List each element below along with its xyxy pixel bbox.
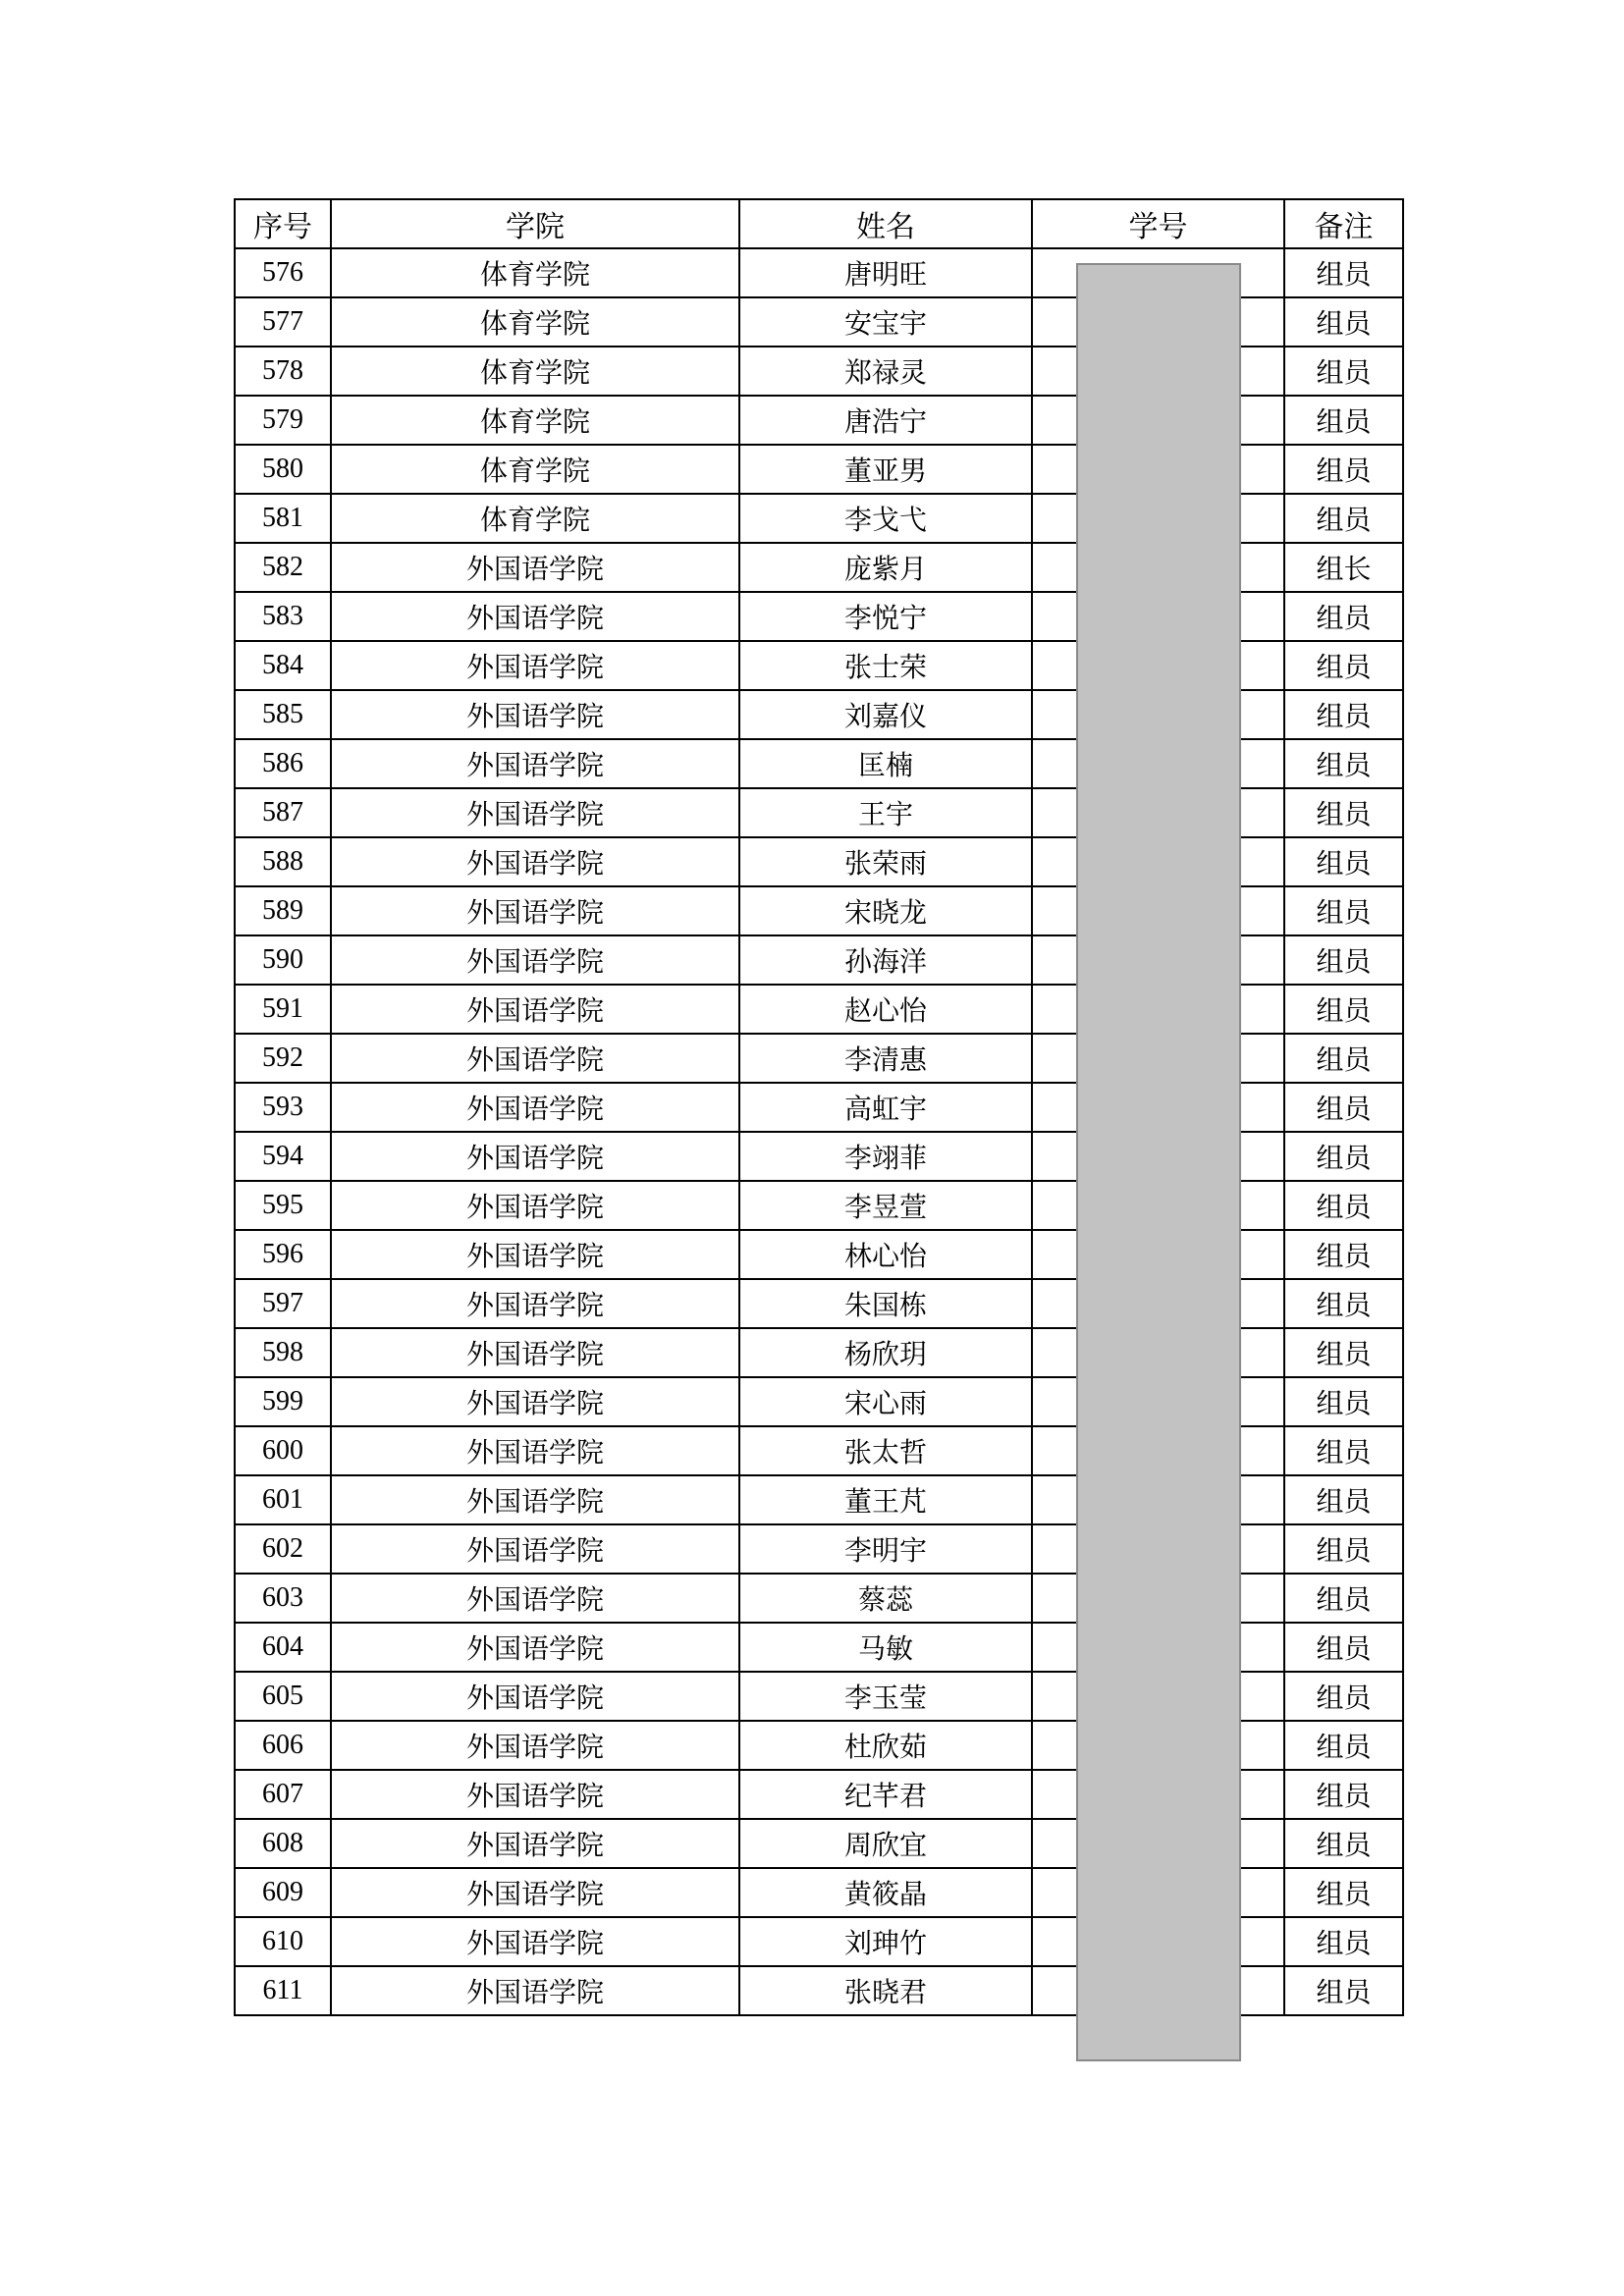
cell-college: 外国语学院 xyxy=(331,1917,739,1966)
cell-name: 朱国栋 xyxy=(739,1279,1032,1328)
cell-college: 外国语学院 xyxy=(331,1672,739,1721)
cell-index: 597 xyxy=(235,1279,331,1328)
cell-index: 587 xyxy=(235,788,331,837)
cell-college: 外国语学院 xyxy=(331,1721,739,1770)
cell-college: 外国语学院 xyxy=(331,690,739,739)
cell-index: 601 xyxy=(235,1475,331,1524)
cell-name: 郑禄灵 xyxy=(739,347,1032,396)
cell-college: 外国语学院 xyxy=(331,1426,739,1475)
cell-remark: 组员 xyxy=(1284,837,1403,886)
cell-name: 匡楠 xyxy=(739,739,1032,788)
cell-college: 体育学院 xyxy=(331,248,739,297)
cell-remark: 组员 xyxy=(1284,1132,1403,1181)
cell-index: 586 xyxy=(235,739,331,788)
cell-name: 李明宇 xyxy=(739,1524,1032,1574)
cell-index: 596 xyxy=(235,1230,331,1279)
cell-college: 体育学院 xyxy=(331,297,739,347)
cell-index: 590 xyxy=(235,935,331,985)
cell-remark: 组员 xyxy=(1284,1721,1403,1770)
cell-remark: 组员 xyxy=(1284,445,1403,494)
cell-college: 外国语学院 xyxy=(331,1524,739,1574)
cell-index: 578 xyxy=(235,347,331,396)
cell-college: 外国语学院 xyxy=(331,1770,739,1819)
cell-name: 庞紫月 xyxy=(739,543,1032,592)
cell-index: 595 xyxy=(235,1181,331,1230)
cell-index: 607 xyxy=(235,1770,331,1819)
cell-name: 孙海洋 xyxy=(739,935,1032,985)
cell-index: 584 xyxy=(235,641,331,690)
cell-name: 李悦宁 xyxy=(739,592,1032,641)
cell-remark: 组员 xyxy=(1284,1083,1403,1132)
header-remark: 备注 xyxy=(1284,199,1403,248)
cell-remark: 组员 xyxy=(1284,1770,1403,1819)
cell-name: 董亚男 xyxy=(739,445,1032,494)
cell-college: 外国语学院 xyxy=(331,1132,739,1181)
cell-college: 外国语学院 xyxy=(331,1966,739,2015)
cell-remark: 组员 xyxy=(1284,886,1403,935)
cell-remark: 组员 xyxy=(1284,1574,1403,1623)
cell-remark: 组员 xyxy=(1284,1475,1403,1524)
cell-name: 纪芊君 xyxy=(739,1770,1032,1819)
cell-remark: 组长 xyxy=(1284,543,1403,592)
cell-index: 604 xyxy=(235,1623,331,1672)
cell-name: 董王芃 xyxy=(739,1475,1032,1524)
cell-remark: 组员 xyxy=(1284,347,1403,396)
cell-index: 605 xyxy=(235,1672,331,1721)
cell-remark: 组员 xyxy=(1284,1966,1403,2015)
cell-index: 599 xyxy=(235,1377,331,1426)
cell-name: 马敏 xyxy=(739,1623,1032,1672)
cell-name: 张太哲 xyxy=(739,1426,1032,1475)
cell-remark: 组员 xyxy=(1284,985,1403,1034)
cell-name: 李清惠 xyxy=(739,1034,1032,1083)
cell-index: 582 xyxy=(235,543,331,592)
header-row xyxy=(235,199,1403,248)
student-id-redaction xyxy=(1076,263,1241,2061)
cell-index: 581 xyxy=(235,494,331,543)
cell-remark: 组员 xyxy=(1284,1917,1403,1966)
cell-college: 外国语学院 xyxy=(331,1181,739,1230)
header-college: 学院 xyxy=(331,199,739,248)
cell-name: 周欣宜 xyxy=(739,1819,1032,1868)
cell-college: 外国语学院 xyxy=(331,1475,739,1524)
cell-name: 赵心怡 xyxy=(739,985,1032,1034)
cell-index: 589 xyxy=(235,886,331,935)
cell-college: 体育学院 xyxy=(331,494,739,543)
cell-name: 王宇 xyxy=(739,788,1032,837)
cell-name: 唐明旺 xyxy=(739,248,1032,297)
cell-remark: 组员 xyxy=(1284,788,1403,837)
cell-name: 张荣雨 xyxy=(739,837,1032,886)
cell-index: 593 xyxy=(235,1083,331,1132)
cell-college: 外国语学院 xyxy=(331,935,739,985)
cell-name: 杨欣玥 xyxy=(739,1328,1032,1377)
cell-remark: 组员 xyxy=(1284,297,1403,347)
cell-name: 林心怡 xyxy=(739,1230,1032,1279)
cell-name: 李玉莹 xyxy=(739,1672,1032,1721)
cell-remark: 组员 xyxy=(1284,1377,1403,1426)
cell-college: 外国语学院 xyxy=(331,1034,739,1083)
cell-college: 外国语学院 xyxy=(331,886,739,935)
cell-college: 外国语学院 xyxy=(331,1377,739,1426)
cell-index: 598 xyxy=(235,1328,331,1377)
cell-name: 宋晓龙 xyxy=(739,886,1032,935)
cell-name: 李翊菲 xyxy=(739,1132,1032,1181)
cell-college: 外国语学院 xyxy=(331,1279,739,1328)
cell-remark: 组员 xyxy=(1284,1230,1403,1279)
cell-college: 外国语学院 xyxy=(331,985,739,1034)
cell-college: 外国语学院 xyxy=(331,592,739,641)
header-student-id: 学号 xyxy=(1032,199,1284,248)
cell-index: 609 xyxy=(235,1868,331,1917)
cell-name: 高虹宇 xyxy=(739,1083,1032,1132)
cell-name: 刘珅竹 xyxy=(739,1917,1032,1966)
cell-name: 宋心雨 xyxy=(739,1377,1032,1426)
cell-college: 外国语学院 xyxy=(331,837,739,886)
cell-remark: 组员 xyxy=(1284,1034,1403,1083)
cell-name: 张晓君 xyxy=(739,1966,1032,2015)
cell-index: 608 xyxy=(235,1819,331,1868)
cell-index: 580 xyxy=(235,445,331,494)
cell-index: 585 xyxy=(235,690,331,739)
cell-index: 591 xyxy=(235,985,331,1034)
cell-college: 外国语学院 xyxy=(331,1328,739,1377)
cell-name: 黄筱晶 xyxy=(739,1868,1032,1917)
cell-college: 外国语学院 xyxy=(331,1819,739,1868)
cell-index: 603 xyxy=(235,1574,331,1623)
cell-index: 592 xyxy=(235,1034,331,1083)
cell-remark: 组员 xyxy=(1284,1181,1403,1230)
cell-college: 外国语学院 xyxy=(331,1574,739,1623)
cell-name: 杜欣茹 xyxy=(739,1721,1032,1770)
cell-remark: 组员 xyxy=(1284,1672,1403,1721)
cell-college: 体育学院 xyxy=(331,445,739,494)
cell-remark: 组员 xyxy=(1284,1524,1403,1574)
cell-college: 体育学院 xyxy=(331,347,739,396)
cell-college: 外国语学院 xyxy=(331,1868,739,1917)
cell-college: 体育学院 xyxy=(331,396,739,445)
header-index: 序号 xyxy=(235,199,331,248)
cell-college: 外国语学院 xyxy=(331,788,739,837)
cell-name: 张士荣 xyxy=(739,641,1032,690)
cell-name: 安宝宇 xyxy=(739,297,1032,347)
cell-remark: 组员 xyxy=(1284,592,1403,641)
cell-index: 600 xyxy=(235,1426,331,1475)
cell-index: 606 xyxy=(235,1721,331,1770)
cell-index: 576 xyxy=(235,248,331,297)
cell-index: 579 xyxy=(235,396,331,445)
cell-name: 李昱萱 xyxy=(739,1181,1032,1230)
cell-remark: 组员 xyxy=(1284,1623,1403,1672)
cell-remark: 组员 xyxy=(1284,641,1403,690)
cell-remark: 组员 xyxy=(1284,494,1403,543)
header-name: 姓名 xyxy=(739,199,1032,248)
cell-remark: 组员 xyxy=(1284,1868,1403,1917)
cell-college: 外国语学院 xyxy=(331,1623,739,1672)
cell-remark: 组员 xyxy=(1284,1279,1403,1328)
cell-index: 588 xyxy=(235,837,331,886)
cell-remark: 组员 xyxy=(1284,1819,1403,1868)
cell-college: 外国语学院 xyxy=(331,739,739,788)
cell-name: 李戈弋 xyxy=(739,494,1032,543)
cell-college: 外国语学院 xyxy=(331,1083,739,1132)
cell-index: 602 xyxy=(235,1524,331,1574)
cell-remark: 组员 xyxy=(1284,248,1403,297)
cell-name: 唐浩宁 xyxy=(739,396,1032,445)
cell-name: 刘嘉仪 xyxy=(739,690,1032,739)
cell-remark: 组员 xyxy=(1284,690,1403,739)
cell-remark: 组员 xyxy=(1284,1426,1403,1475)
cell-college: 外国语学院 xyxy=(331,1230,739,1279)
cell-index: 577 xyxy=(235,297,331,347)
cell-name: 蔡蕊 xyxy=(739,1574,1032,1623)
cell-index: 583 xyxy=(235,592,331,641)
cell-index: 611 xyxy=(235,1966,331,2015)
cell-index: 594 xyxy=(235,1132,331,1181)
cell-remark: 组员 xyxy=(1284,1328,1403,1377)
cell-remark: 组员 xyxy=(1284,739,1403,788)
cell-college: 外国语学院 xyxy=(331,543,739,592)
cell-remark: 组员 xyxy=(1284,396,1403,445)
cell-remark: 组员 xyxy=(1284,935,1403,985)
cell-college: 外国语学院 xyxy=(331,641,739,690)
cell-index: 610 xyxy=(235,1917,331,1966)
